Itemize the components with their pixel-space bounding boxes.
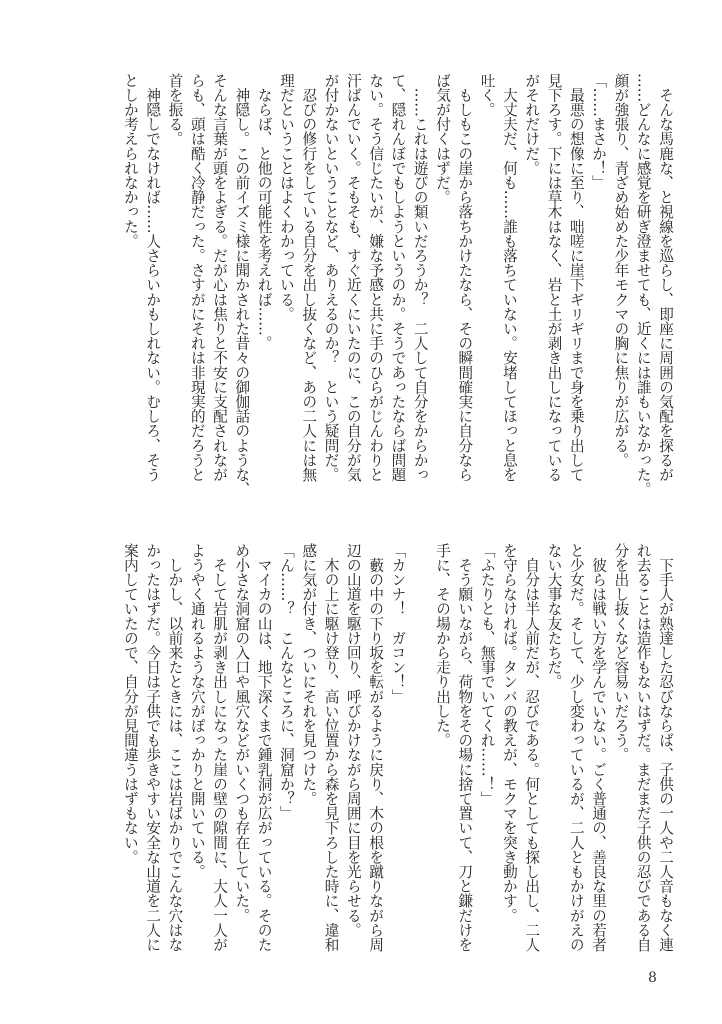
text-line: そんな馬鹿な、と視線を巡らし、即座に周囲の気配を探るが bbox=[657, 73, 674, 482]
text-line: 「ん……？ こんなところに、洞窟か？」 bbox=[277, 543, 295, 821]
text-line: 顔が強張り、青ざめ始めた少年モクマの胸に焦りが広がる。 bbox=[612, 73, 630, 468]
scene-break-spacer bbox=[408, 543, 430, 975]
text-line: 「……まさか！」 bbox=[590, 73, 608, 190]
text-line: そう願いながら、荷物をその場に捨て置いて、刀と鎌だけを bbox=[456, 543, 474, 952]
text-line: れ去ることは造作もないはずだ。まだまだ子供の忍びである自 bbox=[634, 543, 652, 952]
text-line: て、隠れんぼでもしようというのか。そうであったならば問題 bbox=[389, 73, 407, 482]
text-line: 首を振る。 bbox=[166, 73, 184, 146]
text-line: ならば、と他の可能性を考えれば……。 bbox=[255, 73, 273, 351]
text-line: 木の上に駆け登り、高い位置から森を見下ろした時に、違和 bbox=[322, 543, 340, 952]
lower-text-block bbox=[119, 543, 676, 975]
text-line: ない大事な友たちだ。 bbox=[545, 543, 563, 689]
text-line: ない。そう信じたいが、嫌な予感と共に手のひらがじんわりと bbox=[367, 73, 385, 482]
text-line: 案内していたので、自分が見間違うはずもない。 bbox=[121, 543, 139, 865]
text-line: マイカの山は、地下深くまで鍾乳洞が広がっている。そのた bbox=[255, 543, 273, 952]
upper-text-block bbox=[119, 73, 676, 505]
page-number: 8 bbox=[648, 970, 657, 986]
text-line: 下手人が熟達した忍びならば、子供の一人や二人音もなく連 bbox=[657, 543, 674, 952]
text-line: 自分は半人前だが、忍びである。何としても探し出し、二人 bbox=[523, 543, 541, 952]
text-line: が付かないということなど、ありえるのか？ という疑問だ。 bbox=[322, 73, 340, 482]
text-line: らも、頭は酷く冷静だった。さすがにそれは非現実的だろうと bbox=[188, 73, 206, 482]
text-line: ば気が付くはずだ。 bbox=[434, 73, 452, 205]
text-line: 神隠し。この前イズミ様に聞かされた昔々の御伽話のような、 bbox=[233, 73, 251, 497]
text-line: を守らなければ。タンバの教えが、モクマを突き動かす。 bbox=[500, 543, 518, 923]
text-line: かったはずだ。今日は子供でも歩きやすい安全な山道を二人に bbox=[144, 543, 162, 952]
text-line: 「カンナ！ ガコン！」 bbox=[389, 543, 407, 704]
text-line: ……これは遊びの類いだろうか？ 二人して自分をからかっ bbox=[411, 73, 429, 482]
text-line: 忍びの修行をしている自分を出し抜くなど、あの二人には無 bbox=[300, 73, 318, 482]
text-line: 神隠しでなければ……人さらいかもしれない。むしろ、そう bbox=[144, 73, 162, 482]
text-line: 「ふたりとも、無事でいてくれ……！」 bbox=[478, 543, 496, 806]
text-line: としか考えられなかった。 bbox=[121, 73, 139, 249]
text-line: と少女だ。そして、少し変わっているが、二人ともかけがえの bbox=[567, 543, 585, 952]
text-line: 感に気が付き、ついにそれを見つけた。 bbox=[300, 543, 318, 806]
text-line: 吐く。 bbox=[478, 73, 496, 117]
text-line: ようやく通れるような穴がぽっかりと開いている。 bbox=[188, 543, 206, 879]
text-line: 辺の山道を駆け回り、呼びかけながら周囲に目を光らせる。 bbox=[344, 543, 362, 938]
text-line: 彼らは戦い方を学んでいない。ごく普通の、善良な里の若者 bbox=[590, 543, 608, 952]
text-line: ……どんなに感覚を研ぎ澄ませても、近くには誰もいなかった。 bbox=[634, 73, 652, 497]
text-line: もしもこの崖から落ちかけたなら、その瞬間確実に自分なら bbox=[456, 73, 474, 482]
text-line: 見下ろす。下には草木はなく、岩と土が剥き出しになっている bbox=[545, 73, 563, 482]
text-line: 理だということはよくわかっている。 bbox=[277, 73, 295, 322]
text-line: め小さな洞窟の入口や風穴などがいくつも存在していた。 bbox=[233, 543, 251, 923]
text-line: がそれだけだ。 bbox=[523, 73, 541, 176]
text-line: 汗ばんでいく。そもそも、すぐ近くにいたのに、この自分が気 bbox=[344, 73, 362, 482]
text-line: 分を出し抜くなど容易いだろう。 bbox=[612, 543, 630, 762]
text-line: そんな言葉が頭をよぎる。だが心は焦りと不安に支配されなが bbox=[211, 73, 229, 482]
text-line: そして岩肌が剥き出しになった崖の壁の隙間に、大人一人が bbox=[211, 543, 229, 952]
text-line: 藪の中の下り坂を転がるように戻り、木の根を蹴りながら周 bbox=[367, 543, 385, 952]
text-line: 大丈夫だ、何も……誰も落ちていない。安堵してほっと息を bbox=[500, 73, 518, 482]
text-line: しかし、以前来たときには、ここは岩ばかりでこんな穴はな bbox=[166, 543, 184, 952]
text-line: 手に、その場から走り出した。 bbox=[434, 543, 452, 748]
text-line: 最悪の想像に至り、咄嗟に崖下ギリギリまで身を乗り出して bbox=[567, 73, 585, 482]
